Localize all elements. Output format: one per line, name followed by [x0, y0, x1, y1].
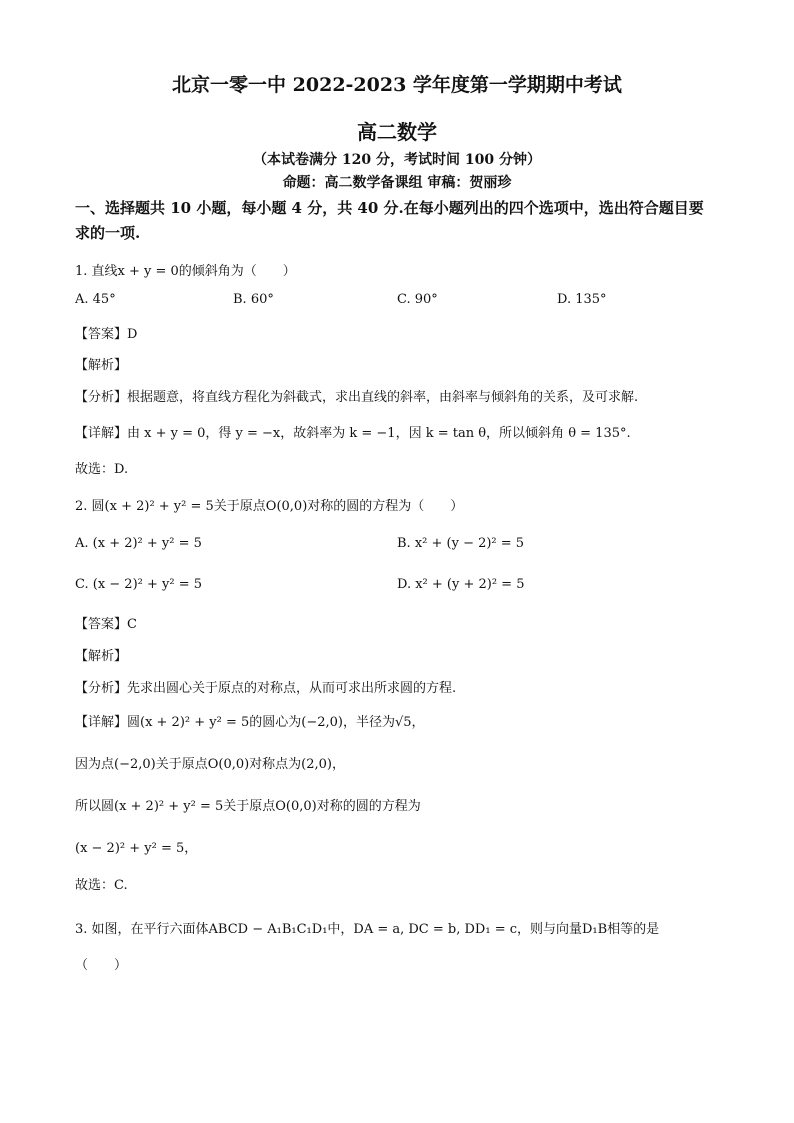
q3-blank: （ ） [75, 958, 128, 973]
q2-choice: 故选：C. [75, 878, 128, 893]
q1-fenxi: 【分析】根据题意，将直线方程化为斜截式，求出直线的斜率，由斜率与倾斜角的关系，及可求解. [75, 390, 639, 405]
q1-choice: 故选：D. [75, 462, 129, 477]
q1-option-a: A. 45° [75, 292, 116, 307]
exam-note: （本试卷满分 120 分，考试时间 100 分钟） [253, 152, 541, 168]
section-heading-line1: 一、选择题共 10 小题，每小题 4 分，共 40 分.在每小题列出的四个选项中，选出符合题目要 [75, 199, 704, 217]
q2-fenxi: 【分析】先求出圆心关于原点的对称点，从而可求出所求圆的方程. [75, 681, 457, 696]
q1-option-c: C. 90° [397, 292, 438, 307]
q3-stem: 3. 如图，在平行六面体ABCD − A₁B₁C₁D₁中，DA = a, DC = b, DD₁ = c，则与向量D₁B相等的是 [75, 922, 660, 937]
q1-answer: 【答案】D [75, 327, 138, 342]
q1-detail: 【详解】由 x + y = 0，得 y = −x，故斜率为 k = −1，因 k = tan θ，所以倾斜角 θ = 135°. [75, 426, 631, 441]
exam-title: 北京一零一中 2022-2023 学年度第一学期期中考试 [172, 74, 622, 96]
q2-detail-3: 所以圆(x + 2)² + y² = 5关于原点O(0,0)对称的圆的方程为 [75, 799, 421, 814]
q2-option-d: D. x² + (y + 2)² = 5 [397, 577, 525, 592]
q2-detail-1: 【详解】圆(x + 2)² + y² = 5的圆心为(−2,0)，半径为√5， [75, 715, 425, 730]
q1-analysis-label: 【解析】 [75, 358, 128, 373]
exam-authors: 命题：高二数学备课组 审稿：贺丽珍 [282, 175, 512, 191]
q1-option-b: B. 60° [233, 292, 274, 307]
q2-detail-2: 因为点(−2,0)关于原点O(0,0)对称点为(2,0)， [75, 757, 346, 772]
q2-stem: 2. 圆(x + 2)² + y² = 5关于原点O(0,0)对称的圆的方程为（ ） [75, 499, 464, 514]
q1-option-d: D. 135° [557, 292, 607, 307]
q1-stem: 1. 直线x + y = 0的倾斜角为（ ） [75, 264, 296, 279]
q2-option-c: C. (x − 2)² + y² = 5 [75, 577, 203, 592]
exam-subject: 高二数学 [357, 120, 437, 144]
q2-detail-4: (x − 2)² + y² = 5， [75, 841, 198, 856]
q2-option-b: B. x² + (y − 2)² = 5 [397, 536, 525, 551]
q2-option-a: A. (x + 2)² + y² = 5 [75, 536, 202, 551]
section-heading-line2: 求的一项. [75, 224, 141, 242]
q2-analysis-label: 【解析】 [75, 649, 128, 664]
q2-answer: 【答案】C [75, 617, 137, 632]
